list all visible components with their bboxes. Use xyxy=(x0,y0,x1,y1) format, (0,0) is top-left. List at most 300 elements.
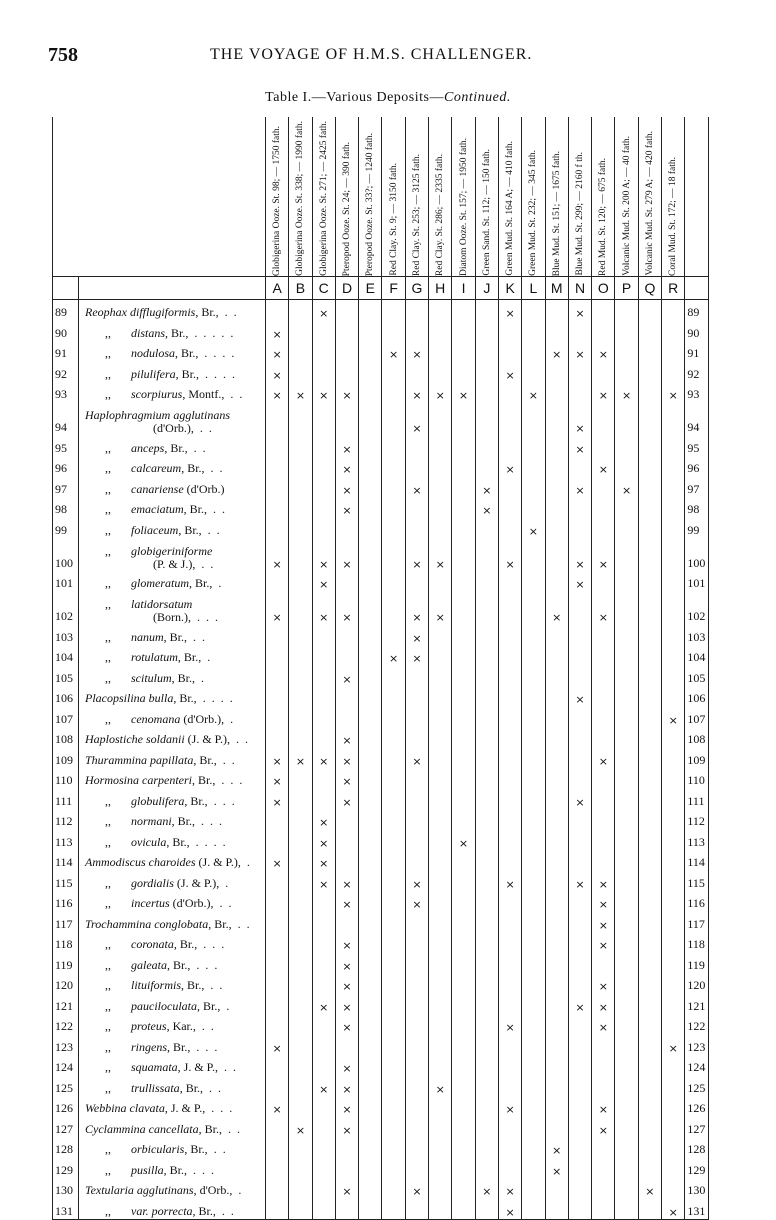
cell-d xyxy=(335,645,358,666)
cell-d xyxy=(335,973,358,994)
occurrence-mark: × xyxy=(319,816,329,830)
authority: , Br., xyxy=(192,773,216,788)
authority: , Br., xyxy=(183,502,207,517)
cell-g xyxy=(405,320,428,341)
ditto-mark: ,, xyxy=(105,1203,111,1218)
occurrence-mark: × xyxy=(342,463,352,477)
column-letter-o: O xyxy=(592,276,615,299)
cell-a xyxy=(266,1034,289,1055)
row-number: 107 xyxy=(53,706,79,727)
table-row xyxy=(53,747,709,768)
cell-i xyxy=(452,571,475,592)
column-letter-i: I xyxy=(452,276,475,299)
cell-l xyxy=(522,768,545,789)
cell-d xyxy=(335,435,358,456)
authority: , Br., xyxy=(175,366,200,381)
cell-q xyxy=(638,747,661,768)
cell-d xyxy=(335,517,358,538)
species-name xyxy=(79,299,266,320)
cell-e xyxy=(359,1198,382,1219)
species-name xyxy=(79,932,266,953)
cell-a xyxy=(266,341,289,362)
cell-l xyxy=(522,665,545,686)
cell-c xyxy=(312,456,335,477)
row-number: 123 xyxy=(53,1034,79,1055)
column-header-label: Red Clay. St. 9; — 3150 fath. xyxy=(388,163,399,276)
cell-b xyxy=(289,538,312,571)
cell-o xyxy=(592,1055,615,1076)
cell-l xyxy=(522,538,545,571)
cell-e xyxy=(359,435,382,456)
cell-p xyxy=(615,320,638,341)
cell-e xyxy=(359,1157,382,1178)
occurrence-mark: × xyxy=(598,557,608,571)
authority: , Kar., xyxy=(166,1019,196,1034)
row-number: 129 xyxy=(53,1157,79,1178)
cell-q xyxy=(638,809,661,830)
species-epithet: squamata xyxy=(131,1060,178,1075)
cell-n xyxy=(568,361,591,382)
cell-a xyxy=(266,809,289,830)
cell-c xyxy=(312,870,335,891)
cell-b xyxy=(289,591,312,624)
cell-b xyxy=(289,476,312,497)
cell-h xyxy=(429,517,452,538)
cell-i xyxy=(452,891,475,912)
species-epithet: scorpiurus xyxy=(131,387,183,402)
table-row xyxy=(53,911,709,932)
row-number: 101 xyxy=(53,571,79,592)
cell-b xyxy=(289,747,312,768)
cell-m xyxy=(545,1137,568,1158)
cell-n xyxy=(568,686,591,707)
leader-dots: . xyxy=(240,855,250,870)
cell-n xyxy=(568,768,591,789)
column-header-label: Red Clay. St. 253; — 3125 fath. xyxy=(411,153,422,276)
occurrence-mark: × xyxy=(342,898,352,912)
occurrence-mark: × xyxy=(342,1123,352,1137)
cell-o xyxy=(592,768,615,789)
cell-a xyxy=(266,435,289,456)
row-number-right: 93 xyxy=(685,382,709,403)
cell-b xyxy=(289,382,312,403)
cell-i xyxy=(452,1034,475,1055)
cell-h xyxy=(429,768,452,789)
leader-dots: . . . . xyxy=(189,834,226,849)
cell-d xyxy=(335,1075,358,1096)
row-number: 95 xyxy=(53,435,79,456)
cell-j xyxy=(475,809,498,830)
occurrence-mark: × xyxy=(575,307,585,321)
cell-j xyxy=(475,456,498,477)
cell-k xyxy=(498,747,521,768)
cell-p xyxy=(615,932,638,953)
cell-q xyxy=(638,435,661,456)
cell-l xyxy=(522,1034,545,1055)
cell-c xyxy=(312,361,335,382)
cell-d xyxy=(335,993,358,1014)
cell-c xyxy=(312,571,335,592)
cell-f xyxy=(382,1178,405,1199)
cell-f xyxy=(382,1137,405,1158)
cell-k xyxy=(498,1034,521,1055)
cell-k xyxy=(498,727,521,748)
occurrence-mark: × xyxy=(435,557,445,571)
cell-d xyxy=(335,1116,358,1137)
cell-b xyxy=(289,706,312,727)
cell-n xyxy=(568,932,591,953)
cell-o xyxy=(592,645,615,666)
row-number-right: 122 xyxy=(685,1014,709,1035)
cell-d xyxy=(335,891,358,912)
cell-p xyxy=(615,497,638,518)
cell-c xyxy=(312,645,335,666)
cell-i xyxy=(452,538,475,571)
cell-r xyxy=(662,973,685,994)
cell-f xyxy=(382,747,405,768)
occurrence-mark: × xyxy=(272,368,282,382)
cell-o xyxy=(592,382,615,403)
authority-line2: (Born.), . . . xyxy=(153,610,218,625)
cell-q xyxy=(638,517,661,538)
cell-l xyxy=(522,517,545,538)
cell-f xyxy=(382,1157,405,1178)
table-row xyxy=(53,1096,709,1117)
cell-i xyxy=(452,1157,475,1178)
cell-f xyxy=(382,591,405,624)
cell-e xyxy=(359,402,382,435)
cell-j xyxy=(475,993,498,1014)
cell-h xyxy=(429,645,452,666)
cell-d xyxy=(335,727,358,748)
cell-m xyxy=(545,497,568,518)
cell-c xyxy=(312,747,335,768)
authority: , Br., xyxy=(192,1203,216,1218)
cell-k xyxy=(498,911,521,932)
cell-c xyxy=(312,686,335,707)
cell-i xyxy=(452,341,475,362)
column-letter-e: E xyxy=(359,276,382,299)
table-row xyxy=(53,686,709,707)
row-number-right: 97 xyxy=(685,476,709,497)
cell-b xyxy=(289,665,312,686)
species-name xyxy=(79,1178,266,1199)
row-number-right: 108 xyxy=(685,727,709,748)
cell-c xyxy=(312,1014,335,1035)
cell-j xyxy=(475,645,498,666)
species-epithet: var. porrecta xyxy=(131,1203,193,1218)
cell-f xyxy=(382,517,405,538)
cell-k xyxy=(498,891,521,912)
cell-g xyxy=(405,1116,428,1137)
cell-i xyxy=(452,727,475,748)
row-number: 89 xyxy=(53,299,79,320)
row-number-right: 112 xyxy=(685,809,709,830)
cell-j xyxy=(475,727,498,748)
cell-k xyxy=(498,382,521,403)
header-blank-num xyxy=(53,117,79,276)
cell-a xyxy=(266,571,289,592)
cell-i xyxy=(452,320,475,341)
cell-g xyxy=(405,727,428,748)
cell-a xyxy=(266,402,289,435)
cell-n xyxy=(568,435,591,456)
occurrence-mark: × xyxy=(598,348,608,362)
cell-j xyxy=(475,706,498,727)
leader-dots: . . xyxy=(230,732,249,747)
cell-r xyxy=(662,1116,685,1137)
cell-d xyxy=(335,624,358,645)
species-name xyxy=(79,829,266,850)
cell-g xyxy=(405,538,428,571)
cell-n xyxy=(568,1075,591,1096)
column-header-n xyxy=(568,117,591,276)
cell-g xyxy=(405,993,428,1014)
leader-dots: . . . . xyxy=(199,366,236,381)
cell-e xyxy=(359,973,382,994)
table-row xyxy=(53,973,709,994)
column-header-k xyxy=(498,117,521,276)
cell-r xyxy=(662,788,685,809)
row-number-right: 111 xyxy=(685,788,709,809)
row-number-right: 129 xyxy=(685,1157,709,1178)
leader-dots: . . . . xyxy=(196,691,233,706)
cell-j xyxy=(475,402,498,435)
row-number-right: 124 xyxy=(685,1055,709,1076)
cell-h xyxy=(429,624,452,645)
cell-k xyxy=(498,476,521,497)
cell-g xyxy=(405,788,428,809)
cell-p xyxy=(615,870,638,891)
genus-name: Hormosina carpenteri xyxy=(85,773,192,788)
row-number-right: 98 xyxy=(685,497,709,518)
ditto-mark: ,, xyxy=(105,814,111,829)
cell-l xyxy=(522,361,545,382)
cell-m xyxy=(545,517,568,538)
page-number: 758 xyxy=(48,44,78,66)
cell-m xyxy=(545,952,568,973)
cell-f xyxy=(382,571,405,592)
cell-q xyxy=(638,993,661,1014)
occurrence-mark: × xyxy=(295,389,306,403)
cell-h xyxy=(429,361,452,382)
cell-g xyxy=(405,1096,428,1117)
cell-e xyxy=(359,591,382,624)
cell-r xyxy=(662,1157,685,1178)
cell-k xyxy=(498,768,521,789)
cell-k xyxy=(498,665,521,686)
cell-j xyxy=(475,624,498,645)
cell-f xyxy=(382,768,405,789)
cell-e xyxy=(359,686,382,707)
cell-c xyxy=(312,850,335,871)
cell-n xyxy=(568,993,591,1014)
cell-i xyxy=(452,768,475,789)
cell-k xyxy=(498,299,521,320)
cell-a xyxy=(266,1055,289,1076)
column-letter-h: H xyxy=(429,276,452,299)
occurrence-mark: × xyxy=(505,368,515,382)
table-row xyxy=(53,952,709,973)
authority: , d'Orb., xyxy=(193,1183,233,1198)
species-name xyxy=(79,435,266,456)
cell-q xyxy=(638,973,661,994)
cell-q xyxy=(638,952,661,973)
cell-m xyxy=(545,1178,568,1199)
cell-e xyxy=(359,809,382,830)
cell-o xyxy=(592,788,615,809)
cell-m xyxy=(545,870,568,891)
cell-p xyxy=(615,1096,638,1117)
ditto-mark: ,, xyxy=(105,1060,111,1075)
row-number: 112 xyxy=(53,809,79,830)
cell-g xyxy=(405,1178,428,1199)
cell-g xyxy=(405,571,428,592)
cell-q xyxy=(638,299,661,320)
cell-e xyxy=(359,361,382,382)
cell-f xyxy=(382,1014,405,1035)
cell-p xyxy=(615,382,638,403)
cell-q xyxy=(638,497,661,518)
cell-o xyxy=(592,497,615,518)
cell-p xyxy=(615,476,638,497)
cell-i xyxy=(452,1116,475,1137)
cell-p xyxy=(615,1178,638,1199)
occurrence-mark: × xyxy=(435,611,445,625)
cell-r xyxy=(662,382,685,403)
cell-n xyxy=(568,727,591,748)
cell-o xyxy=(592,476,615,497)
cell-j xyxy=(475,1014,498,1035)
cell-i xyxy=(452,1178,475,1199)
cell-c xyxy=(312,476,335,497)
cell-r xyxy=(662,361,685,382)
cell-h xyxy=(429,665,452,686)
column-header-label: Globigerina Ooze. St. 271; — 2425 fath. xyxy=(318,121,329,276)
leader-dots: . . xyxy=(204,461,223,476)
cell-g xyxy=(405,829,428,850)
cell-a xyxy=(266,993,289,1014)
cell-f xyxy=(382,1034,405,1055)
cell-d xyxy=(335,341,358,362)
occurrence-mark: × xyxy=(668,1205,678,1219)
cell-n xyxy=(568,645,591,666)
cell-b xyxy=(289,299,312,320)
column-letter-q: Q xyxy=(638,276,661,299)
cell-g xyxy=(405,624,428,645)
species-name xyxy=(79,382,266,403)
cell-r xyxy=(662,1178,685,1199)
cell-n xyxy=(568,341,591,362)
column-header-g xyxy=(405,117,428,276)
column-header-label: Green Sand. St. 112; — 150 fath. xyxy=(481,149,492,276)
cell-j xyxy=(475,538,498,571)
cell-p xyxy=(615,809,638,830)
leader-dots: . . . xyxy=(195,814,223,829)
species-name xyxy=(79,476,266,497)
cell-m xyxy=(545,768,568,789)
cell-r xyxy=(662,517,685,538)
cell-h xyxy=(429,1116,452,1137)
cell-k xyxy=(498,870,521,891)
row-number: 91 xyxy=(53,341,79,362)
cell-o xyxy=(592,809,615,830)
cell-l xyxy=(522,870,545,891)
cell-b xyxy=(289,809,312,830)
cell-o xyxy=(592,591,615,624)
cell-p xyxy=(615,645,638,666)
species-epithet: pauciloculata xyxy=(131,998,197,1013)
column-header-p xyxy=(615,117,638,276)
occurrence-mark: × xyxy=(412,557,422,571)
column-header-label: Green Mud. St. 164 A; — 410 fath. xyxy=(505,141,516,276)
occurrence-mark: × xyxy=(575,578,585,592)
table-row xyxy=(53,1014,709,1035)
cell-b xyxy=(289,1137,312,1158)
cell-e xyxy=(359,993,382,1014)
ditto-mark: ,, xyxy=(105,978,111,993)
cell-m xyxy=(545,1116,568,1137)
authority: , Br., xyxy=(184,1142,208,1157)
genus-name: Haplophragmium agglutinans xyxy=(85,408,231,423)
ditto-mark: ,, xyxy=(105,670,111,685)
cell-i xyxy=(452,361,475,382)
cell-o xyxy=(592,1198,615,1219)
column-header-label: Green Mud. St. 232; — 345 fath. xyxy=(528,150,539,276)
leader-dots: . . xyxy=(213,896,232,911)
leader-dots: . . xyxy=(207,1142,226,1157)
cell-j xyxy=(475,571,498,592)
cell-m xyxy=(545,993,568,1014)
cell-m xyxy=(545,706,568,727)
table-row xyxy=(53,1116,709,1137)
cell-h xyxy=(429,1137,452,1158)
column-header-a xyxy=(266,117,289,276)
cell-l xyxy=(522,1157,545,1178)
cell-f xyxy=(382,788,405,809)
cell-p xyxy=(615,1055,638,1076)
cell-i xyxy=(452,686,475,707)
table-row xyxy=(53,727,709,748)
cell-p xyxy=(615,591,638,624)
authority: , Br., xyxy=(189,576,213,591)
cell-q xyxy=(638,1034,661,1055)
cell-k xyxy=(498,993,521,1014)
cell-f xyxy=(382,320,405,341)
cell-d xyxy=(335,870,358,891)
leader-dots: . xyxy=(232,1183,242,1198)
cell-o xyxy=(592,1116,615,1137)
cell-j xyxy=(475,829,498,850)
occurrence-mark: × xyxy=(342,1082,352,1096)
cell-e xyxy=(359,1014,382,1035)
cell-g xyxy=(405,1198,428,1219)
authority: , Montf., xyxy=(182,387,225,402)
authority: , Br., xyxy=(177,650,202,665)
cell-j xyxy=(475,361,498,382)
occurrence-mark: × xyxy=(319,578,329,592)
row-number: 94 xyxy=(53,402,79,435)
cell-l xyxy=(522,476,545,497)
cell-n xyxy=(568,829,591,850)
cell-q xyxy=(638,645,661,666)
occurrence-mark: × xyxy=(505,1205,515,1219)
cell-d xyxy=(335,320,358,341)
column-letter-r: R xyxy=(662,276,685,299)
cell-a xyxy=(266,829,289,850)
authority: , Br., xyxy=(163,1162,188,1177)
leader-dots: . xyxy=(195,670,205,685)
